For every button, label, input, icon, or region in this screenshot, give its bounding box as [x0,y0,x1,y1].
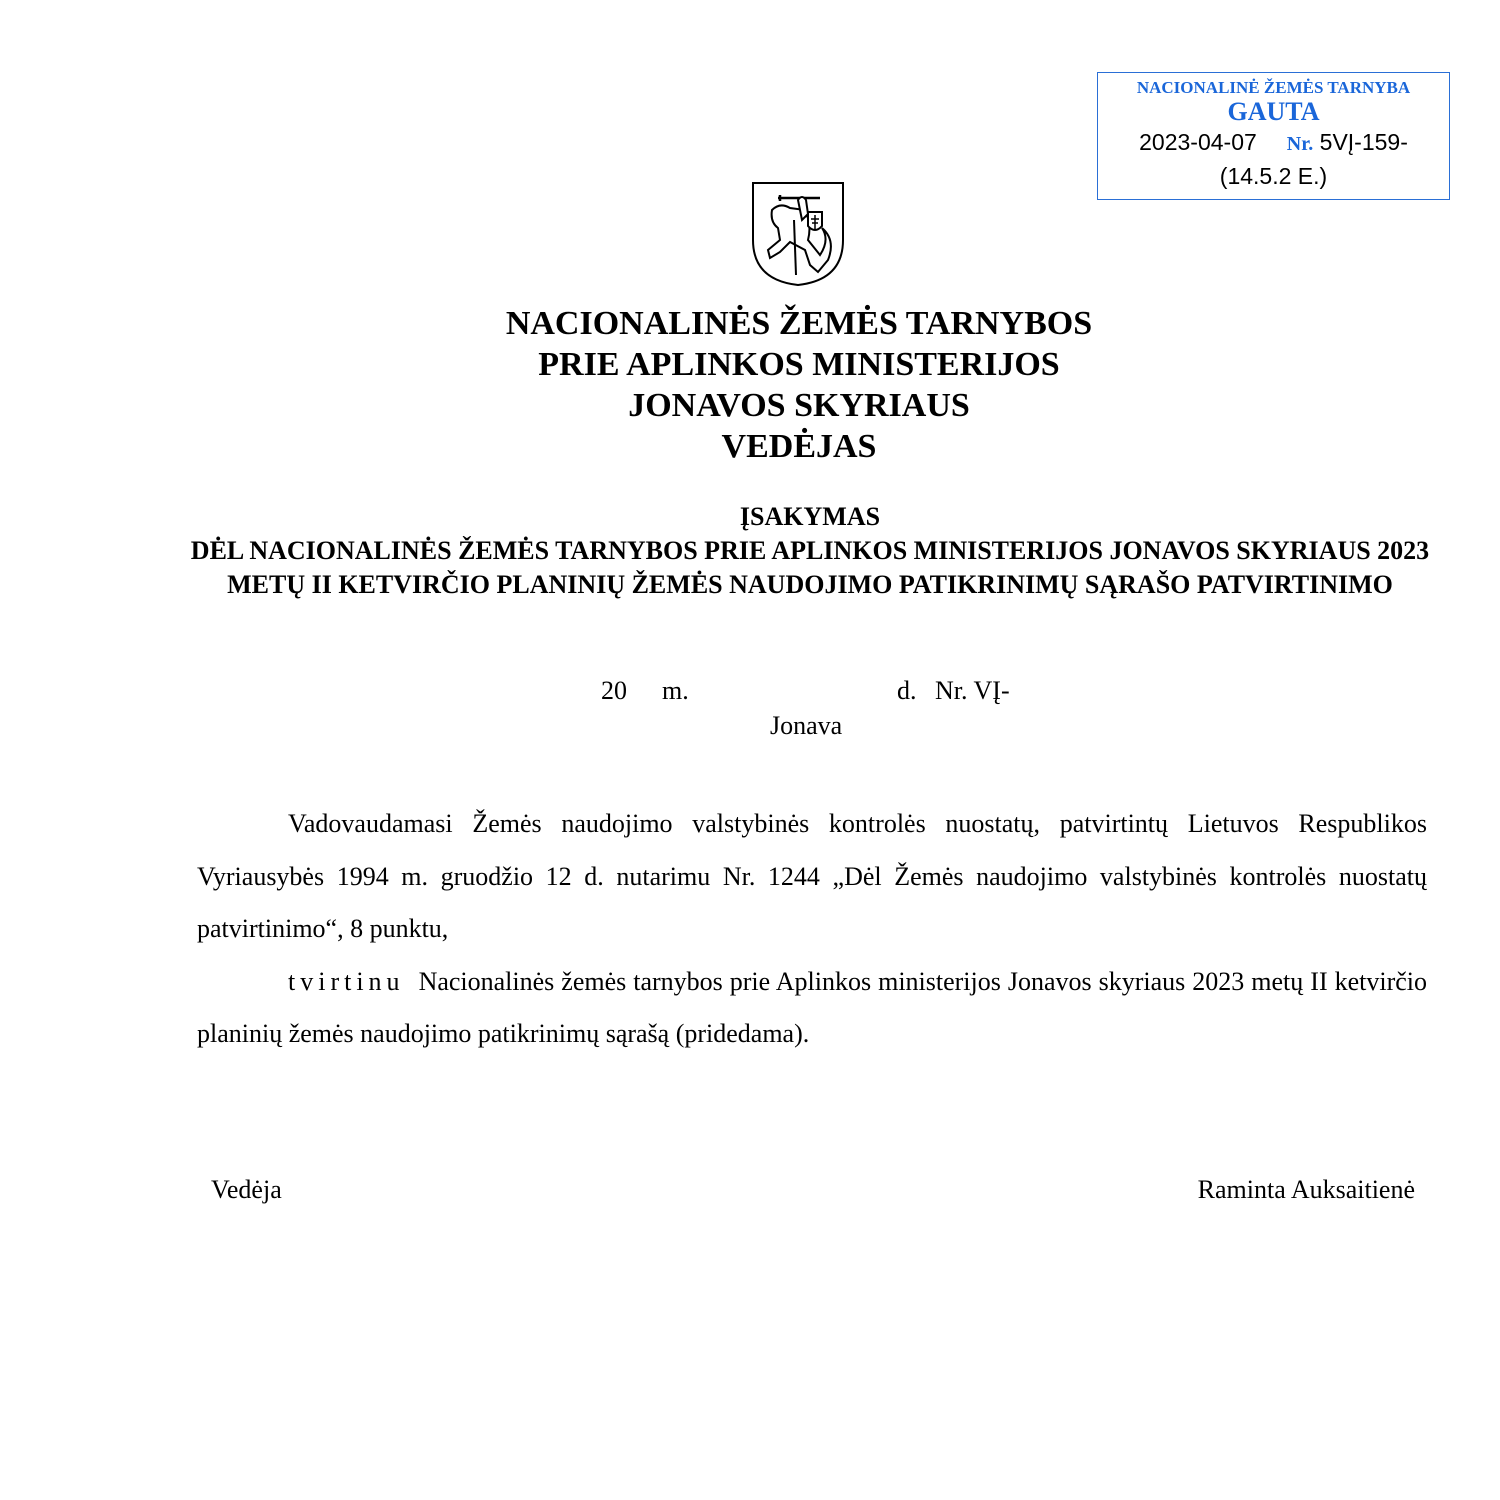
body-text [197,798,1427,1061]
date-year: 20 [601,676,627,705]
date-month-label: m. [662,676,689,705]
signer-position: Vedėja [211,1175,282,1204]
heading-line: VEDĖJAS [721,428,877,465]
paragraph-legal-basis: Vadovaudamasi Žemės naudojimo valstybinės kontrolės nuostatų, patvirtintų Lietuvos Respublikos Vyriausybės 1994 m. gruodžio 12 d. nutarimu Nr. 1244 „Dėl Žemės naudojimo valstybinės kontrolės nuostatų patvirtinimo“, 8 punktu, [197,809,1427,943]
place: Jonava [770,711,843,740]
stamp-registration [1098,126,1449,160]
issuer-heading [0,303,1500,467]
signer-name: Raminta Auksaitienė [1197,1175,1415,1204]
date-day-label: d. [897,676,917,705]
heading-line: JONAVOS SKYRIAUS [628,387,970,424]
document-title-block [190,500,1430,602]
heading-line: NACIONALINĖS ŽEMĖS TARNYBOS [505,305,1093,342]
coat-of-arms-icon [750,180,846,288]
document-number: Nr. VĮ- [935,676,1010,705]
approve-word: tvirtinu [288,966,405,996]
received-stamp [1097,72,1450,200]
stamp-status: GAUTA [1227,97,1320,126]
paragraph-approval [197,956,1427,1061]
heading-line: PRIE APLINKOS MINISTERIJOS [538,346,1060,383]
stamp-nr-value: 5VĮ-159- [1319,129,1408,155]
stamp-organization: NACIONALINĖ ŽEMĖS TARNYBA [1136,78,1411,97]
document-type: ĮSAKYMAS [739,502,881,531]
stamp-date: 2023-04-07 [1139,129,1257,155]
stamp-code: (14.5.2 E.) [1219,163,1328,189]
stamp-nr-label: Nr. [1286,133,1314,155]
document-title: DĖL NACIONALINĖS ŽEMĖS TARNYBOS PRIE APLINKOS MINISTERIJOS JONAVOS SKYRIAUS 2023 METŲ II KETVIRČIO PLANINIŲ ŽEMĖS NAUDOJIMO PATIKRINIMŲ SĄRAŠO PATVIRTINIMO [190,536,1430,599]
approval-text: Nacionalinės žemės tarnybos prie Aplinkos ministerijos Jonavos skyriaus 2023 metų II ketvirčio planinių žemės naudojimo patikrinimų sąrašą (pridedama). [197,966,1428,1048]
